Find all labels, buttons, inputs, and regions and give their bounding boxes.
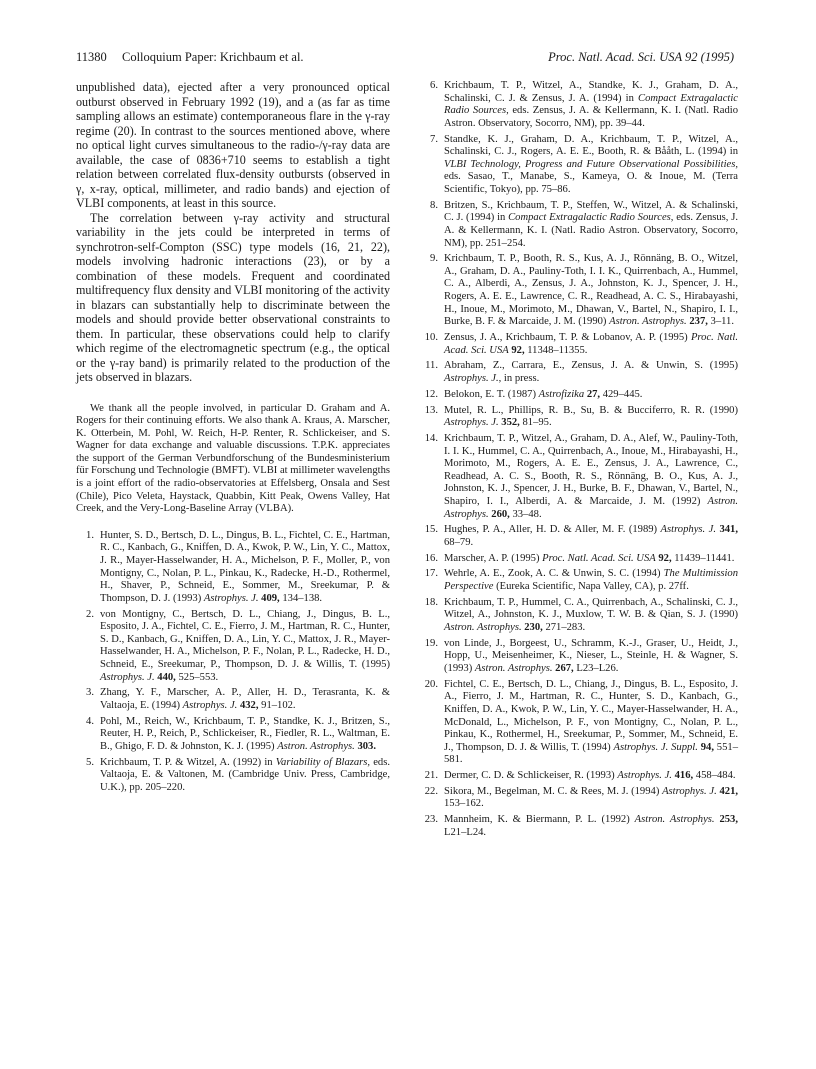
reference-part-b: 253, (714, 814, 739, 826)
reference-part-a: Krichbaum, T. P., Booth, R. S., Kus, A. J., Rönnäng, B. O., Witzel, A., Graham, D. A., Pauliny-Toth, I. I. K., Quirrenbach, A., Hummel, C. A., Alberdi, A., Zensus, J. A., Johnston, K. J., Spencer, J. H., Rogers, A. E. E., Lawrence, C. R., Readhead, A. C. S., Hirabayashi, H., Inoue, M., Morimoto, M., Dhawan, V., Bartel, N., Shapiro, I. I., Burke, B. F. & Marcaide, J. M. (1990) (444, 253, 738, 328)
journal-citation: Proc. Natl. Acad. Sci. USA 92 (1995) (548, 50, 734, 64)
reference-item (76, 757, 390, 795)
reference-part-c: 153–162. (444, 798, 484, 810)
reference-part-i: Astrophys. J., (444, 373, 502, 384)
reference-list-right (420, 80, 738, 839)
reference-part-a: Krichbaum, T. P., Hummel, C. A., Quirrenbach, A., Schalinski, C. J., Witzel, A., Johnston, K. J., Muxlow, T. W. B. & Qian, S. J. (1990) (444, 596, 738, 621)
reference-part-i: Compact Extragalactic Radio Sources, (508, 212, 674, 224)
reference-part-a: Mutel, R. L., Phillips, R. B., Su, B. & Bucciferro, R. R. (1990) (444, 404, 738, 416)
reference-part-i: Astrophys. J. (182, 699, 238, 711)
reference-part-a: Dermer, C. D. & Schlickeiser, R. (1993) (444, 770, 618, 782)
reference-number: 17. (424, 568, 438, 580)
reference-part-i: Proc. Natl. Acad. Sci. USA (542, 552, 656, 564)
reference-part-b: 92, (508, 344, 525, 356)
reference-item (420, 134, 738, 197)
reference-part-c: 3–11. (707, 316, 734, 328)
reference-part-c: 11439–11441. (671, 552, 735, 564)
reference-part-b: 94, (697, 741, 714, 753)
reference-part-i: Astrophys. J. (203, 592, 259, 604)
body-paragraph-2: The correlation between γ-ray activity and structural variability in the jets could be interpreted in terms of synchrotron-self-Compton (SSC) type models (16, 21, 22), models involving hadronic interactions (23), or by a combination of these models. Frequent and coordinated multifrequency flux density and VLBI monitoring of the activity in blazars can substantially help to discriminate between the models and should provide better observational constraints to them. In particular, these observations could help to clarify which regime of the electromagnetic spectrum (e.g., the optical or the γ-ray band) is primarily related to the production of the jets observed in blazars. (76, 210, 390, 384)
reference-part-a: Zensus, J. A., Krichbaum, T. P. & Lobanov, A. P. (1995) (444, 332, 691, 344)
reference-part-a: Britzen, S., Krichbaum, T. P., Steffen, W., Witzel, A. & Schalinski, C. J. (1994) in (444, 199, 738, 224)
reference-part-b: 260, (488, 508, 510, 520)
reference-number: 4. (86, 715, 94, 727)
reference-part-c: 11348–11355. (524, 344, 588, 356)
reference-item (420, 597, 738, 635)
reference-part-a: Krichbaum, T. P., Witzel, A., Standke, K. J., Graham, D. A., Schalinski, C. J. & Zensus, J. A. (1994) in (444, 80, 738, 104)
reference-part-a: Standke, K. J., Graham, D. A., Krichbaum, T. P., Witzel, A., Schalinski, C. J., Rogers, A. E. E., Booth, R. & Bååth, L. (1994) in (444, 133, 738, 158)
reference-part-i: Astron. Astrophys. (444, 622, 522, 633)
reference-number: 16. (424, 552, 438, 564)
reference-part-i: Astrophys. J. (660, 524, 716, 536)
reference-item (76, 687, 390, 712)
reference-number: 3. (86, 687, 94, 699)
reference-item (420, 80, 738, 130)
reference-part-i: Proc. Natl. Acad. Sci. USA (444, 332, 738, 356)
page-number: 11380 (76, 50, 107, 64)
reference-item (420, 360, 738, 385)
reference-part-c: 68–79. (444, 536, 474, 548)
reference-item (420, 405, 738, 430)
right-column (420, 80, 738, 843)
reference-part-i: Astrofizika (538, 388, 585, 400)
reference-item (420, 770, 738, 783)
running-title: Colloquium Paper: Krichbaum et al. (122, 50, 304, 64)
reference-part-b: 341, (715, 524, 738, 536)
reference-part-c: eds. Sasao, T., Manabe, S., Kameya, O. & Inoue, M. (Terra Scientific, Tokyo), pp. 75–86. (444, 171, 738, 195)
reference-part-c: 134–138. (279, 592, 323, 604)
reference-number: 18. (424, 596, 438, 608)
reference-number: 20. (424, 678, 438, 690)
reference-part-i: Compact Extragalactic Radio Sources, (444, 92, 739, 117)
reference-part-b: 432, (237, 699, 259, 711)
reference-number: 19. (424, 637, 438, 649)
reference-part-a: Zhang, Y. F., Marscher, A. P., Aller, H. D., Terasranta, K. & Valtaoja, E. (1994) (100, 687, 390, 711)
reference-part-b: 409, (258, 592, 280, 604)
reference-part-a: Wehrle, A. E., Zook, A. C. & Unwin, S. C. (1994) (444, 568, 664, 580)
reference-part-a: Belokon, E. T. (1987) (444, 388, 539, 400)
reference-number: 12. (424, 388, 438, 400)
reference-part-i: Astron. Astrophys. (277, 740, 355, 752)
reference-part-c: 525–553. (175, 671, 219, 683)
reference-part-b: 303. (354, 740, 376, 752)
reference-part-i: Astrophys. J. (444, 417, 499, 429)
reference-item (76, 530, 390, 606)
reference-number: 5. (86, 756, 94, 768)
reference-part-b: 421, (716, 785, 739, 797)
reference-item (420, 814, 738, 839)
reference-part-c: eds. Valtaoja, E. & Valtonen, M. (Cambridge Univ. Press, Cambridge, U.K.), pp. 205–220. (100, 756, 391, 793)
reference-part-i: Variability of Blazars, (275, 756, 371, 768)
reference-number: 10. (424, 332, 438, 344)
reference-number: 21. (424, 770, 438, 782)
reference-part-a: Sikora, M., Begelman, M. C. & Rees, M. J. (1994) (444, 785, 663, 797)
reference-part-a: Krichbaum, T. P., Witzel, A., Graham, D. A., Alef, W., Pauliny-Toth, I. I. K., Hummel, C. A., Quirrenbach, A., Inoue, M., Hirabayashi, H., Morimoto, M., Rogers, A. E. E., Zensus, J. A., Lawrence, C., Readhead, A. C. S., Booth, R. S., Rönnäng, B. O., Kus, A. J., Johnston, K. J., Spencer, J. H., Burke, B. F., Dhawan, V., Bartel, N., Shapiro, I. I., Alberdi, A. & Marcaide, J. M. (1992) (444, 432, 738, 507)
reference-part-i: Astron. Astrophys. (634, 814, 715, 826)
page-header (76, 50, 734, 70)
reference-item (420, 332, 738, 357)
reference-part-b: 267, (552, 662, 574, 674)
reference-part-c: 458–484. (693, 770, 736, 782)
reference-part-b: 92, (655, 552, 672, 564)
reference-part-a: von Linde, J., Borgeest, U., Schramm, K.-J., Graser, U., Heidt, J., Hopp, U., Meisenheimer, K., Nieser, L., Steinle, H. & Wagner, S. (1993) (444, 637, 738, 674)
reference-number: 1. (86, 529, 94, 541)
reference-part-i: Astron. Astrophys. (609, 316, 687, 328)
reference-part-c: in press. (501, 373, 540, 384)
reference-number: 2. (86, 608, 94, 620)
reference-item (420, 253, 738, 329)
reference-part-i: Astrophys. J. (617, 770, 672, 782)
reference-part-b: 27, (584, 388, 601, 400)
reference-item (420, 568, 738, 593)
reference-number: 11. (425, 360, 438, 372)
reference-list-left (76, 530, 390, 795)
reference-item (420, 553, 738, 566)
reference-part-b: 416, (671, 770, 694, 782)
reference-part-a: Marscher, A. P. (1995) (444, 552, 543, 564)
reference-part-b: 352, (498, 417, 520, 429)
reference-item (76, 609, 390, 685)
reference-item (76, 716, 390, 754)
reference-part-a: Abraham, Z., Carrara, E., Zensus, J. A. & Unwin, S. (1995) (444, 360, 738, 372)
reference-part-a: Pohl, M., Reich, W., Krichbaum, T. P., Standke, K. J., Britzen, S., Reuter, H. P., Reich, P., Schlickeiser, R., Fiedler, R. L., Waltman, E. B., Ghigo, F. D. & Johnston, K. J. (1995) (100, 715, 390, 752)
reference-part-c: eds. Zensus, J. A. & Kellermann, K. I. (Natl. Radio Astron. Observatory, Socorro, NM), pp. 251–254. (444, 212, 738, 249)
reference-part-a: Fichtel, C. E., Bertsch, D. L., Chiang, J., Dingus, B. L., Esposito, J. A., Fierro, J. M., Hartman, R. C., Hunter, S. D., Kanbach, G., Kniffen, D. A., Kwok, P. W., Lin, Y. C., Mayer-Hasselwander, H. A., McDonald, L., Michelson, P. F., von Montigny, C., Nolan, P. L., Pinkau, K., Rothermel, H., Sreekumar, P., Sommer, M., Schneid, E. J., Thompson, D. J. & Willis, T. (1994) (444, 678, 738, 753)
reference-part-b: 440, (154, 671, 176, 683)
reference-part-i: Astrophys. J. (662, 785, 717, 797)
reference-number: 7. (430, 133, 438, 145)
reference-number: 6. (430, 80, 438, 91)
reference-part-c: 429–445. (600, 388, 643, 400)
reference-part-i: Astrophys. J. Suppl. (613, 741, 698, 753)
reference-number: 9. (430, 253, 438, 265)
reference-item (420, 679, 738, 767)
reference-number: 22. (424, 785, 438, 797)
reference-item (420, 524, 738, 549)
reference-part-c: eds. Zensus, J. A. & Kellermann, K. I. (Natl. Radio Astron. Observatory, Socorro, NM), pp. 39–44. (444, 105, 738, 129)
left-column (76, 80, 390, 798)
reference-number: 8. (430, 199, 438, 211)
reference-item (420, 638, 738, 676)
reference-number: 13. (424, 404, 438, 416)
reference-part-c: L21–L24. (444, 826, 487, 838)
reference-part-a: Hunter, S. D., Bertsch, D. L., Dingus, B. L., Fichtel, C. E., Hartman, R. C., Kanbach, G., Kniffen, D. A., Kwok, P. W., Lin, Y. C., Mattox, J. R., Mayer-Hasselwander, H. A., Michelson, P. F., Moller, P., von Montigny, C., Nolan, P. L., Pinkau, K., Radecke, H.-D., Rothermel, H., Shaver, P., Schneid, E., Sommer, M., Sreekumar, P. & Thompson, D. J. (1993) (100, 529, 390, 604)
reference-part-a: Krichbaum, T. P. & Witzel, A. (1992) in (100, 756, 276, 768)
reference-item (420, 389, 738, 402)
reference-part-i: Astron. Astrophys. (474, 662, 553, 674)
reference-item (420, 433, 738, 521)
reference-part-c: 81–95. (519, 417, 552, 429)
body-paragraph-1: unpublished data), ejected after a very pronounced optical outburst observed in February 1992 (19), and a (as far as time sampling allows an estimate) contemporaneous flare in the γ-ray regime (20). In contrast to the sources mentioned above, where no optical light curves simultaneous to the radio-/γ-ray data are available, the case of 0836+710 seems to establish a tight relation between correlated flux-density outbursts (observed in γ, x-ray, optical, millimeter, and radio bands) and ejection of VLBI components, at least in this source. (76, 80, 390, 210)
reference-part-c: L23–L26. (573, 662, 619, 674)
reference-part-c: 271–283. (542, 622, 586, 633)
reference-part-c: (Eureka Scientific, Napa Valley, CA), p. 27ff. (493, 581, 689, 593)
reference-part-i: VLBI Technology, Progress and Future Observational Possibilities, (444, 158, 738, 170)
reference-item (420, 200, 738, 250)
acknowledgment: We thank all the people involved, in particular D. Graham and A. Rogers for their continuing efforts. We also thank A. Kraus, A. Marscher, K. Otterbein, M. Pohl, W. Reich, H-P. Renter, R. Schlickeiser, and S. Wagner for data exchange and valuable discussions. T.P.K. appreciates the support of the German Verbundforschung of the Bundesministerium für Forschung und Technologie (BMFT). VLBI at millimeter wavelengths is a joint effort of the radio-observatories at Effelsberg, Onsala and Sest (Chile), Pico Veleta, Haystack, Quabbin, Kitt Peak, Owens Valley, Hat Creek, and the Very-Long-Baseline Array (VLBA). (76, 402, 390, 515)
reference-part-a: von Montigny, C., Bertsch, D. L., Chiang, J., Dingus, B. L., Esposito, J. A., Fichtel, C. E., Fierro, J. M., Hartman, R. C., Hunter, S. D., Kanbach, G., Kniffen, D. A., Lin, Y. C., Mattox, J. R., Mayer-Hasselwander, H. A., Michelson, P. F., Nolan, P. L., Radecke, H. D., Schneid, E., Sreekumar, P., Thompson, D. J. & Willis, T. (1995) (100, 608, 390, 670)
reference-item (420, 786, 738, 811)
reference-part-c: 91–102. (258, 699, 296, 711)
reference-number: 15. (424, 524, 438, 536)
reference-part-b: 230, (521, 622, 543, 633)
reference-number: 23. (424, 814, 438, 826)
reference-part-c: 551–581. (444, 741, 738, 766)
reference-part-i: The Multimission Perspective (444, 568, 738, 593)
reference-part-i: Astrophys. J. (100, 671, 155, 683)
reference-part-b: 237, (686, 316, 708, 328)
reference-part-c: 33–48. (509, 508, 542, 520)
reference-part-a: Mannheim, K. & Biermann, P. L. (1992) (444, 814, 635, 826)
reference-part-a: Hughes, P. A., Aller, H. D. & Aller, M. F. (1989) (444, 524, 661, 536)
reference-part-i: Astron. Astrophys. (444, 495, 738, 520)
reference-number: 14. (424, 432, 438, 444)
